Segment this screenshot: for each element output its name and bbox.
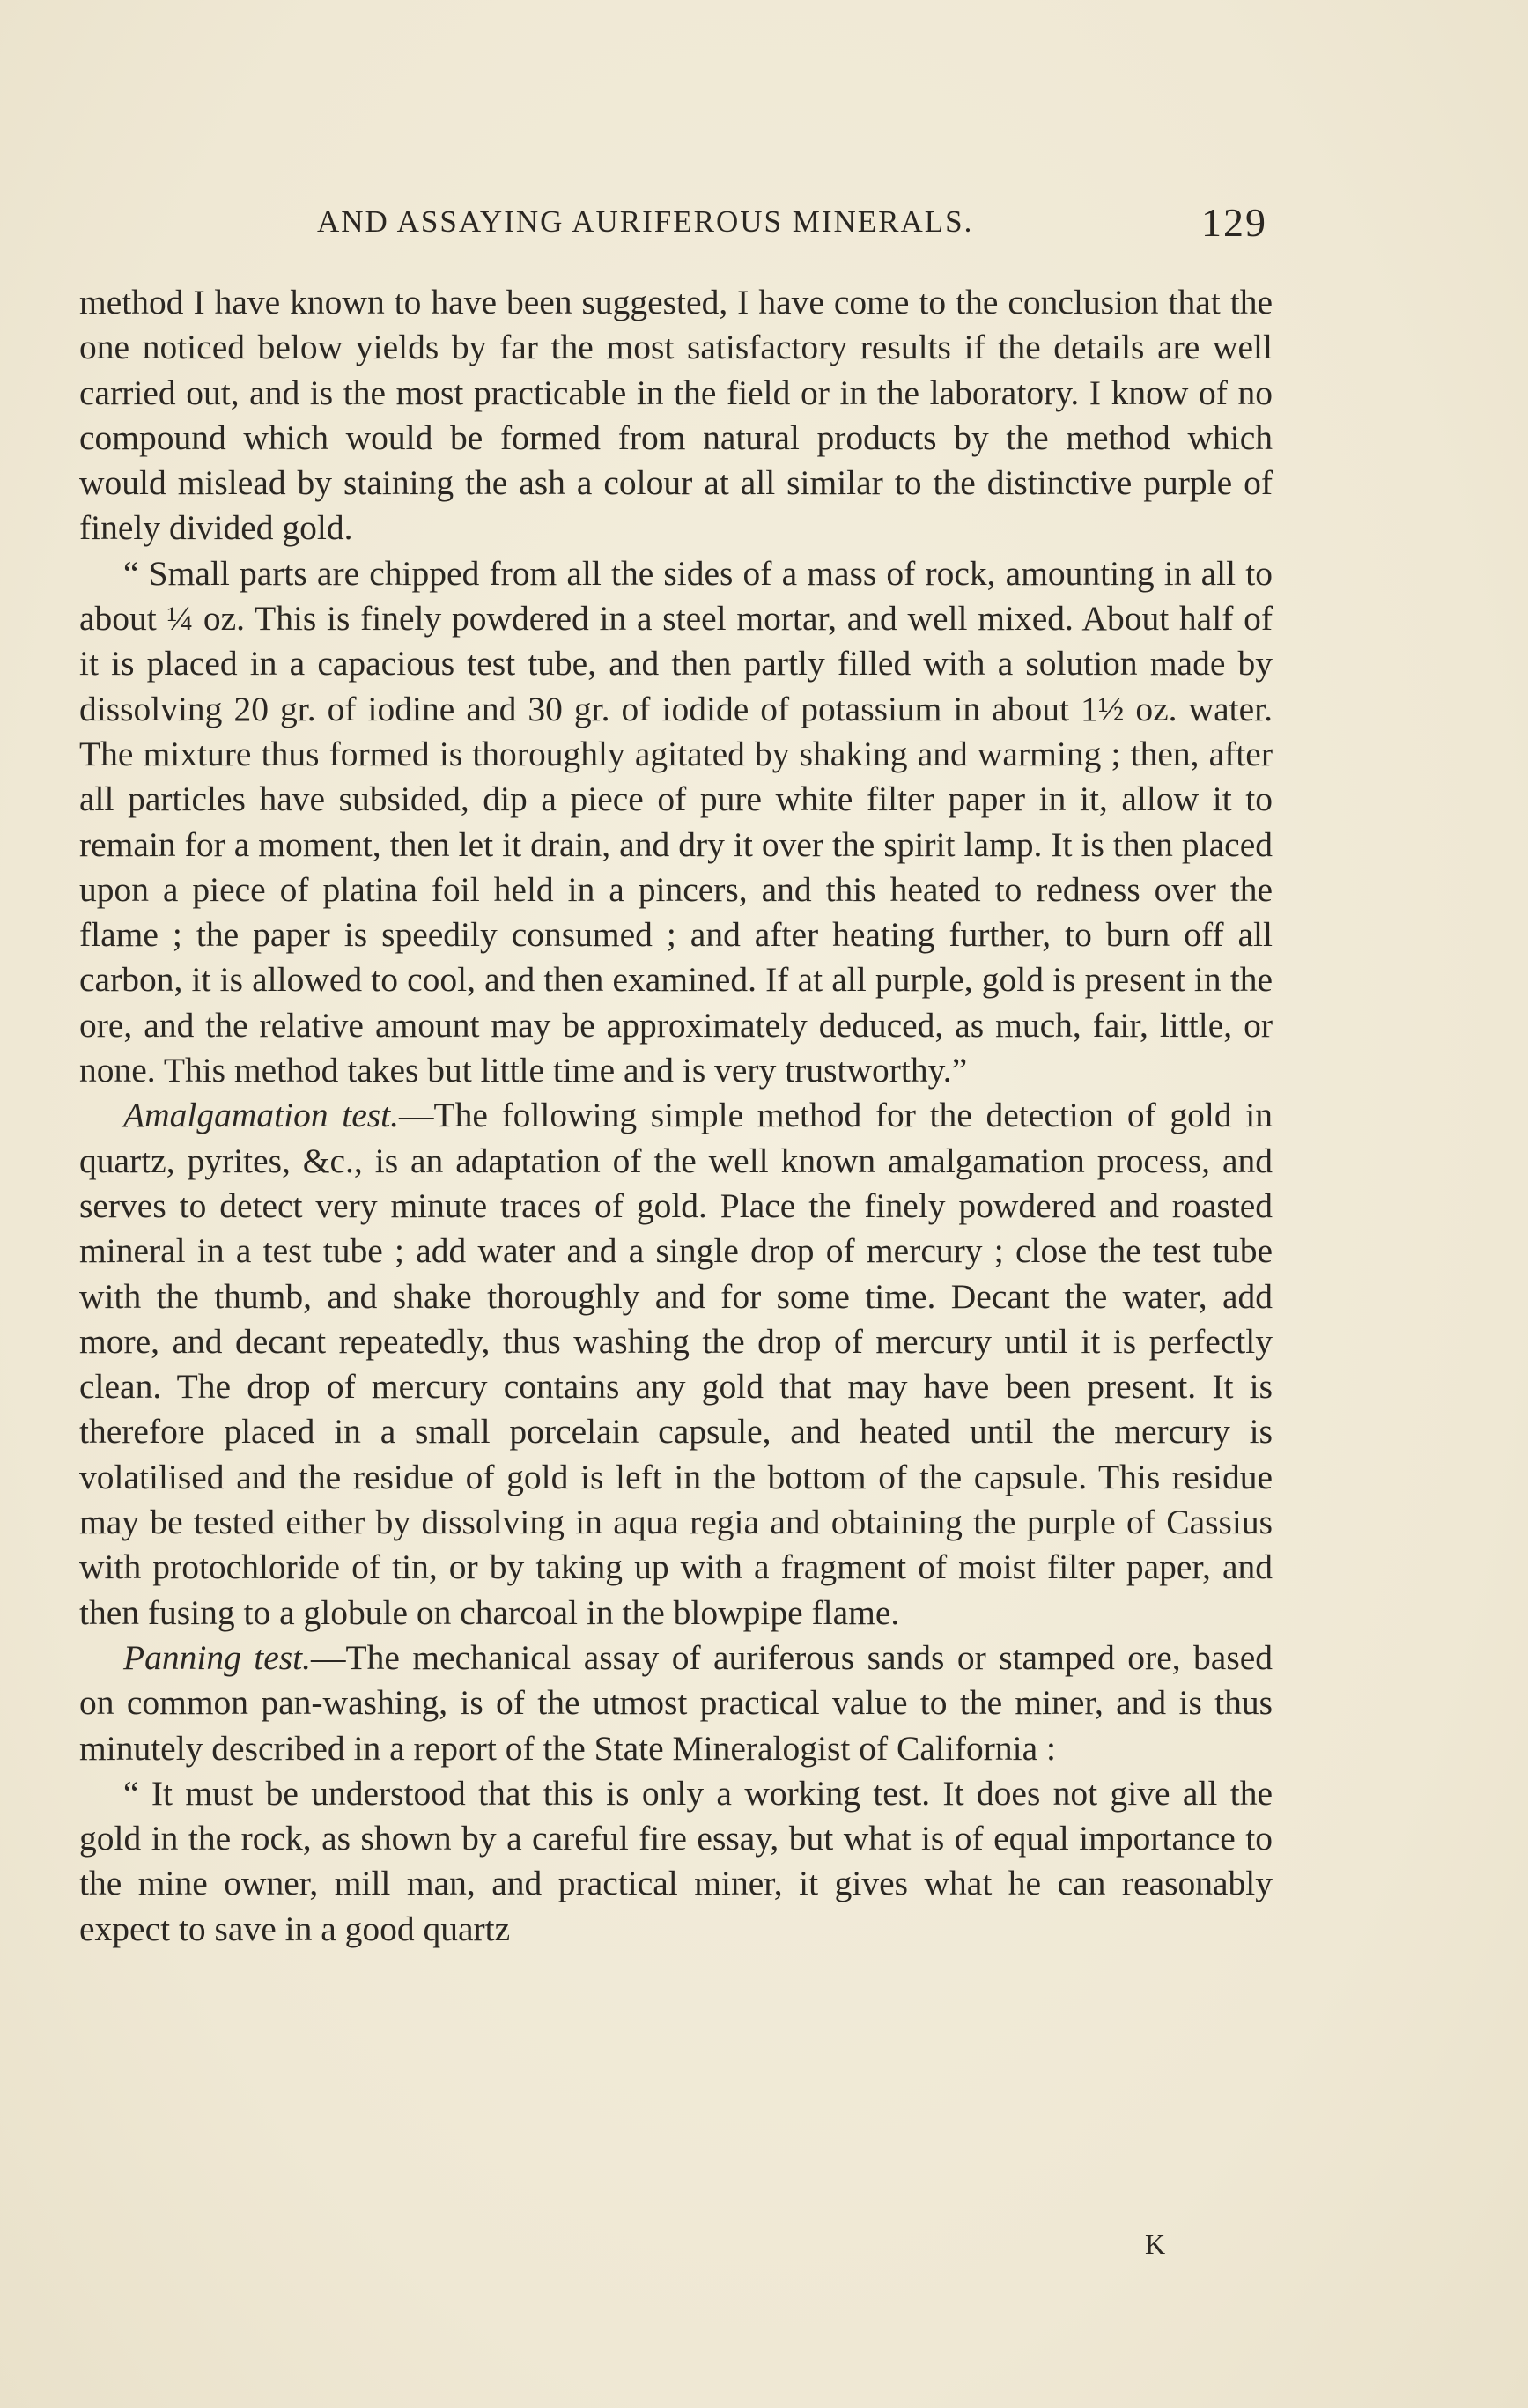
amalgamation-test-text: —The following simple method for the detection of gold in quartz, pyrites, &c., is an adaptation of the well known amalgamation process, and serves to detect very minute traces of gold. Place the finely powdered and roasted mineral in a test tube ; add water and a single drop of mercury ; close the test tube with the thumb, and shake thoroughly and for some time. Decant the water, add more, and decant repeatedly, thus washing the drop of mercury until it is perfectly clean. The drop of mercury contains any gold that may have been present. It is therefore placed in a small porcelain capsule, and heated until the mercury is volatilised and the residue of gold is left in the bottom of the capsule. This residue may be tested either by dissolving in aqua regia and obtaining the purple of Cassius with protochloride of tin, or by taking up with a fragment of moist filter paper, and then fusing to a globule on charcoal in the blowpipe flame. <box>79 1096 1273 1632</box>
paragraph-amalgamation-test <box>79 1093 1273 1636</box>
panning-test-heading: Panning test. <box>123 1637 312 1677</box>
paragraph-quote-working-test: “ It must be understood that this is only a working test. It does not give all the gold in the rock, as shown by a careful fire essay, but what is of equal importance to the mine owner, mill man, and practical miner, it gives what he can reasonably expect to save in a good quartz <box>79 1773 1273 1948</box>
page-number: 129 <box>1201 200 1267 245</box>
amalgamation-test-heading: Amalgamation test. <box>123 1096 399 1135</box>
paragraph-quote-iodine-test: “ Small parts are chipped from all the sides of a mass of rock, amounting in all to about ¼ oz. This is finely powdered in a steel mortar, and well mixed. About half of it is placed in a capacious test tube, and then partly filled with a solution made by dissolving 20 gr. of iodine and 30 gr. of iodide of potassium in about 1½ oz. water. The mixture thus formed is thoroughly agitated by shaking and warming ; then, after all particles have subsided, dip a piece of pure white filter paper in it, allow it to remain for a moment, then let it drain, and dry it over the spirit lamp. It is then placed upon a piece of platina foil held in a pincers, and this heated to redness over the flame ; the paper is speedily consumed ; and after heating further, to burn off all carbon, it is allowed to cool, and then examined. If at all purple, gold is present in the ore, and the relative amount may be approximately deduced, as much, fair, little, or none. This method takes but little time and is very trustworthy.” <box>79 553 1273 1090</box>
signature-mark: K <box>1145 2228 1166 2260</box>
body-text <box>79 280 1273 1952</box>
running-head: AND ASSAYING AURIFEROUS MINERALS. <box>317 204 974 239</box>
panning-test-text: —The mechanical assay of auriferous sands or stamped ore, based on common pan-washing, is of the utmost practical value to the miner, and is thus minutely described in a report of the State Mineralogist of California : <box>79 1637 1273 1768</box>
paragraph-panning-test <box>79 1636 1273 1771</box>
paragraph-continuation: method I have known to have been suggested, I have come to the conclusion that the one noticed below yields by far the most satisfactory results if the details are well carried out, and is the most practicable in the field or in the laboratory. I know of no compound which would be formed from natural products by the method which would mislead by staining the ash a colour at all similar to the distinctive purple of finely divided gold. <box>79 283 1273 548</box>
